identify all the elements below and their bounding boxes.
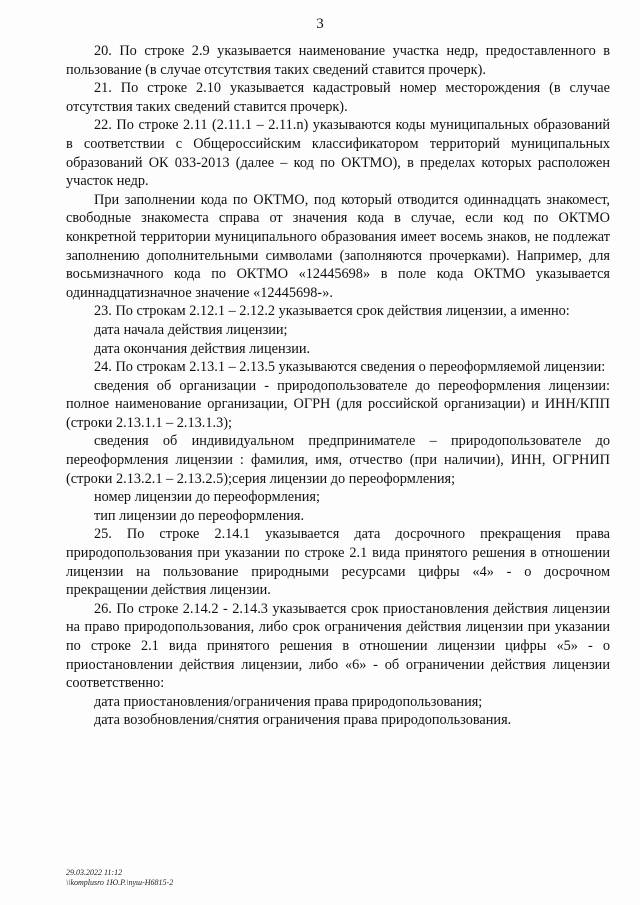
paragraph: дата приостановления/ограничения права природопользования; bbox=[94, 693, 483, 710]
paragraph: дата начала действия лицензии; bbox=[94, 321, 288, 338]
paragraph: 20. По строке 2.9 указывается наименование участка недр, предоставленного в пользование (в случае отсутствия таких сведений ставится прочерк). bbox=[66, 43, 610, 78]
paragraph: 21. По строке 2.10 указывается кадастровый номер месторождения (в случае отсутствия таких сведений ставится прочерк). bbox=[66, 80, 610, 115]
paragraph: 25. По строке 2.14.1 указывается дата досрочного прекращения права природопользования при указании по строке 2.1 вида принятого решения в отношении лицензии на пользование природными ресурсами цифры «4» - о досрочном прекращении действия лицензии. bbox=[66, 526, 610, 599]
footer-path: \\komplusro 1Ю.Р.\пуш-Н6815-2 bbox=[66, 878, 174, 887]
paragraph: 23. По строкам 2.12.1 – 2.12.2 указывается срок действия лицензии, а именно: bbox=[94, 303, 570, 320]
paragraph: 26. По строке 2.14.2 - 2.14.3 указывается срок приостановления действия лицензии на право природопользования, либо срок ограничения действия лицензии при указании по строке 2.1 вида принятого решения в отношении лицензии цифры «5» - о приостановлении действия лицензии, либо «6» - об ограничении действия лицензии соответственно: bbox=[66, 600, 610, 692]
document-footer bbox=[66, 868, 173, 888]
paragraph: номер лицензии до переоформления; bbox=[94, 489, 320, 506]
paragraph: При заполнении кода по ОКТМО, под который отводится одиннадцать знакомест, свободные знакоместа справа от значения кода в случае, если код по ОКТМО конкретной территории муниципального образования имеет восемь знаков, не подлежат заполнению дополнительными символами (заполняются прочерками). Например, для восьмизначного кода по ОКТМО «12445698» в поле кода ОКТМО указывается одиннадцатизначное значение «12445698-». bbox=[66, 191, 610, 301]
paragraph: 22. По строке 2.11 (2.11.1 – 2.11.n) указываются коды муниципальных образований в соответствии с Общероссийским классификатором территорий муниципальных образований ОК 033-2013 (далее – код по ОКТМО), в пределах которых расположен участок недр. bbox=[66, 117, 610, 190]
paragraph: дата возобновления/снятия ограничения права природопользования. bbox=[94, 712, 512, 729]
paragraph: 24. По строкам 2.13.1 – 2.13.5 указываются сведения о переоформляемой лицензии: bbox=[94, 359, 606, 376]
page-number: 3 bbox=[316, 16, 324, 32]
footer-date: 29.03.2022 11:12 bbox=[66, 868, 123, 877]
paragraph: сведения об индивидуальном предпринимателе – природопользователе до переоформления лицензии : фамилия, имя, отчество (при наличии), ИНН, ОГРНИП (строки 2.13.2.1 – 2.13.2.5);серия лицензии до переоформления; bbox=[66, 433, 610, 487]
paragraph: дата окончания действия лицензии. bbox=[94, 340, 311, 357]
paragraph: сведения об организации - природопользователе до переоформления лицензии: полное наименование организации, ОГРН (для российской организации) и ИНН/КПП (строки 2.13.1.1 – 2.13.1.3); bbox=[66, 377, 610, 431]
paragraph: тип лицензии до переоформления. bbox=[94, 507, 305, 524]
document-body bbox=[66, 42, 610, 730]
